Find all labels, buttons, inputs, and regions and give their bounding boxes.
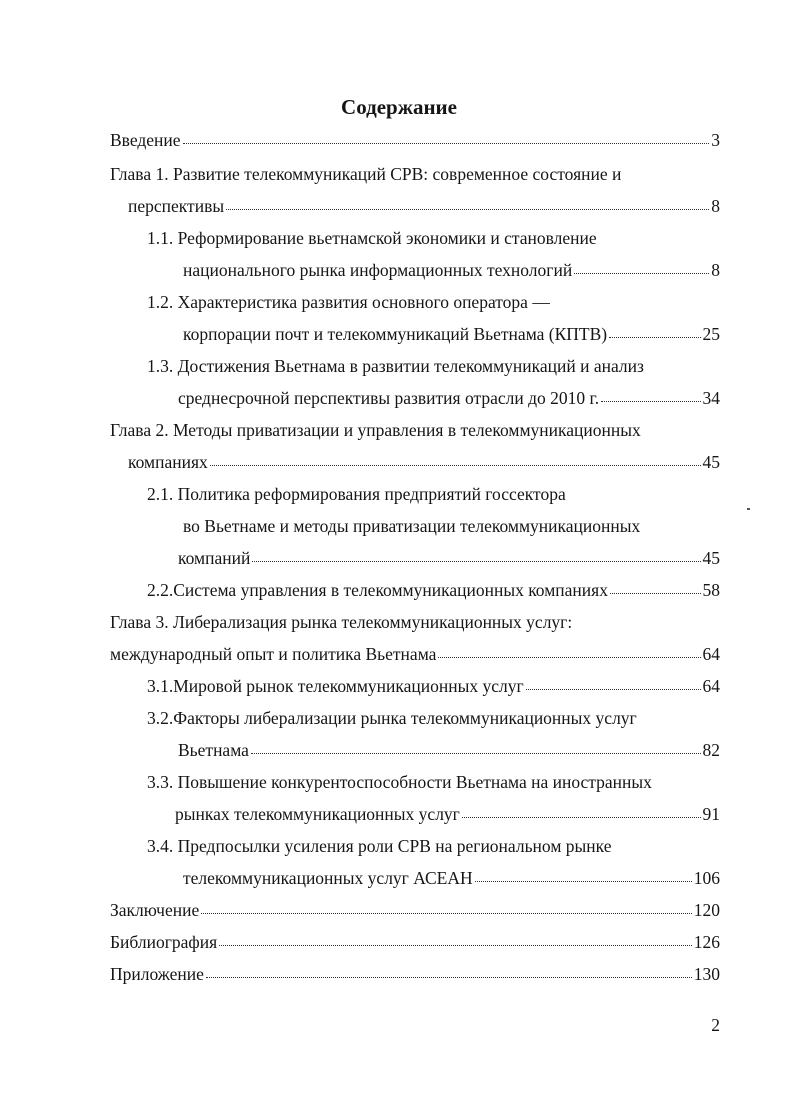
- toc-entry-text: 3.2.Факторы либерализации рынка телекоммуникационных услуг: [147, 708, 637, 728]
- toc-entry: [110, 929, 720, 955]
- toc-entry-page: 25: [702, 324, 720, 344]
- toc-entry-page: 126: [693, 932, 720, 952]
- dot-leader: [438, 641, 700, 658]
- toc-entry-text: перспективы: [128, 196, 225, 216]
- scan-speck: [747, 508, 750, 510]
- dot-leader: [526, 673, 701, 690]
- toc-entry-text: Заключение: [110, 900, 200, 920]
- toc-entry-text: Приложение: [110, 964, 204, 984]
- toc-entry-text: 1.2. Характеристика развития основного оператора —: [147, 292, 550, 312]
- toc-entry: [178, 385, 720, 411]
- toc-entry-page: 106: [693, 868, 720, 888]
- toc-entry: [183, 257, 720, 283]
- dot-leader: [226, 193, 709, 210]
- toc-entry: [147, 833, 612, 859]
- dot-leader: [610, 577, 701, 594]
- toc-entry: [183, 513, 640, 539]
- toc-entry: [147, 353, 644, 379]
- toc-entry: [110, 961, 720, 987]
- toc-entry-text: телекоммуникационных услуг АСЕАН: [183, 868, 473, 888]
- toc-entry-text: компаний: [178, 548, 251, 568]
- dot-leader: [210, 449, 701, 466]
- toc-entry: [175, 801, 720, 827]
- toc-entry: [147, 673, 720, 699]
- toc-entry: [110, 127, 720, 153]
- toc-entry-text: рынках телекоммуникационных услуг: [175, 804, 460, 824]
- toc-entry-text: 1.3. Достижения Вьетнама в развитии телекоммуникаций и анализ: [147, 356, 644, 376]
- toc-entry: [183, 321, 720, 347]
- toc-entry: [178, 545, 720, 571]
- toc-entry-text: компаниях: [128, 452, 208, 472]
- dot-leader: [183, 127, 710, 144]
- toc-entry-page: 64: [702, 644, 720, 664]
- toc-entry-page: 8: [711, 196, 720, 216]
- toc-entry-text: 3.4. Предпосылки усиления роли СРВ на региональном рынке: [147, 836, 612, 856]
- toc-entry-page: 130: [693, 964, 720, 984]
- toc-entry-text: национального рынка информационных технологий: [183, 260, 573, 280]
- toc-entry-page: 82: [702, 740, 720, 760]
- toc-entry-page: 3: [711, 130, 720, 150]
- dot-leader: [201, 897, 692, 914]
- toc-entry-page: 64: [702, 676, 720, 696]
- toc-entry-page: 8: [711, 260, 720, 280]
- toc-entry: [147, 225, 597, 251]
- toc-entry-text: 2.1. Политика реформирования предприятий госсектора: [147, 484, 566, 504]
- page-title: Содержание: [341, 95, 457, 119]
- toc-entry: [128, 193, 720, 219]
- dot-leader: [251, 737, 701, 754]
- toc-entry-text: 1.1. Реформирование вьетнамской экономики и становление: [147, 228, 597, 248]
- toc-entry-text: Глава 2. Методы приватизации и управления в телекоммуникационных: [110, 420, 641, 440]
- dot-leader: [475, 865, 692, 882]
- dot-leader: [206, 961, 692, 978]
- toc-entry-text: 2.2.Система управления в телекоммуникационных компаниях: [147, 580, 608, 600]
- toc-entry-text: корпорации почт и телекоммуникаций Вьетнама (КПТВ): [183, 324, 608, 344]
- dot-leader: [574, 257, 709, 274]
- toc-entry-text: Вьетнама: [178, 740, 249, 760]
- toc-entry: [110, 897, 720, 923]
- toc-entry-text: 3.1.Мировой рынок телекоммуникационных услуг: [147, 676, 524, 696]
- dot-leader: [219, 929, 692, 946]
- toc-entry: [183, 865, 720, 891]
- toc-entry-text: Глава 1. Развитие телекоммуникаций СРВ: современное состояние и: [110, 164, 622, 184]
- toc-entry: [128, 449, 720, 475]
- toc-entry: [110, 641, 720, 667]
- dot-leader: [462, 801, 701, 818]
- toc-entry-page: 45: [702, 452, 720, 472]
- toc-entry-page: 58: [702, 580, 720, 600]
- toc-entry-text: 3.3. Повышение конкурентоспособности Вьетнама на иностранных: [147, 772, 652, 792]
- toc-entry: [110, 417, 641, 443]
- toc-entry: [110, 609, 572, 635]
- toc-entry-page: 34: [702, 388, 720, 408]
- toc-entry-text: среднесрочной перспективы развития отрасли до 2010 г.: [178, 388, 600, 408]
- toc-entry: [147, 705, 637, 731]
- toc-entry-text: Глава 3. Либерализация рынка телекоммуникационных услуг:: [110, 612, 573, 632]
- dot-leader: [252, 545, 700, 562]
- toc-entry: [147, 481, 566, 507]
- page-number: 2: [711, 1015, 720, 1035]
- toc-entry: [147, 577, 720, 603]
- toc-entry-text: Введение: [110, 130, 181, 150]
- toc-entry: [147, 289, 550, 315]
- toc-entry-page: 91: [702, 804, 720, 824]
- toc-entry-text: Библиография: [110, 932, 218, 952]
- toc-entry-page: 120: [693, 900, 720, 920]
- toc-entry-text: международный опыт и политика Вьетнама: [110, 644, 437, 664]
- toc-entry: [110, 161, 621, 187]
- dot-leader: [609, 321, 700, 338]
- dot-leader: [601, 385, 700, 402]
- toc-entry-text: во Вьетнаме и методы приватизации телекоммуникационных: [183, 516, 641, 536]
- toc-entry: [178, 737, 720, 763]
- toc-entry-page: 45: [702, 548, 720, 568]
- toc-entry: [147, 769, 652, 795]
